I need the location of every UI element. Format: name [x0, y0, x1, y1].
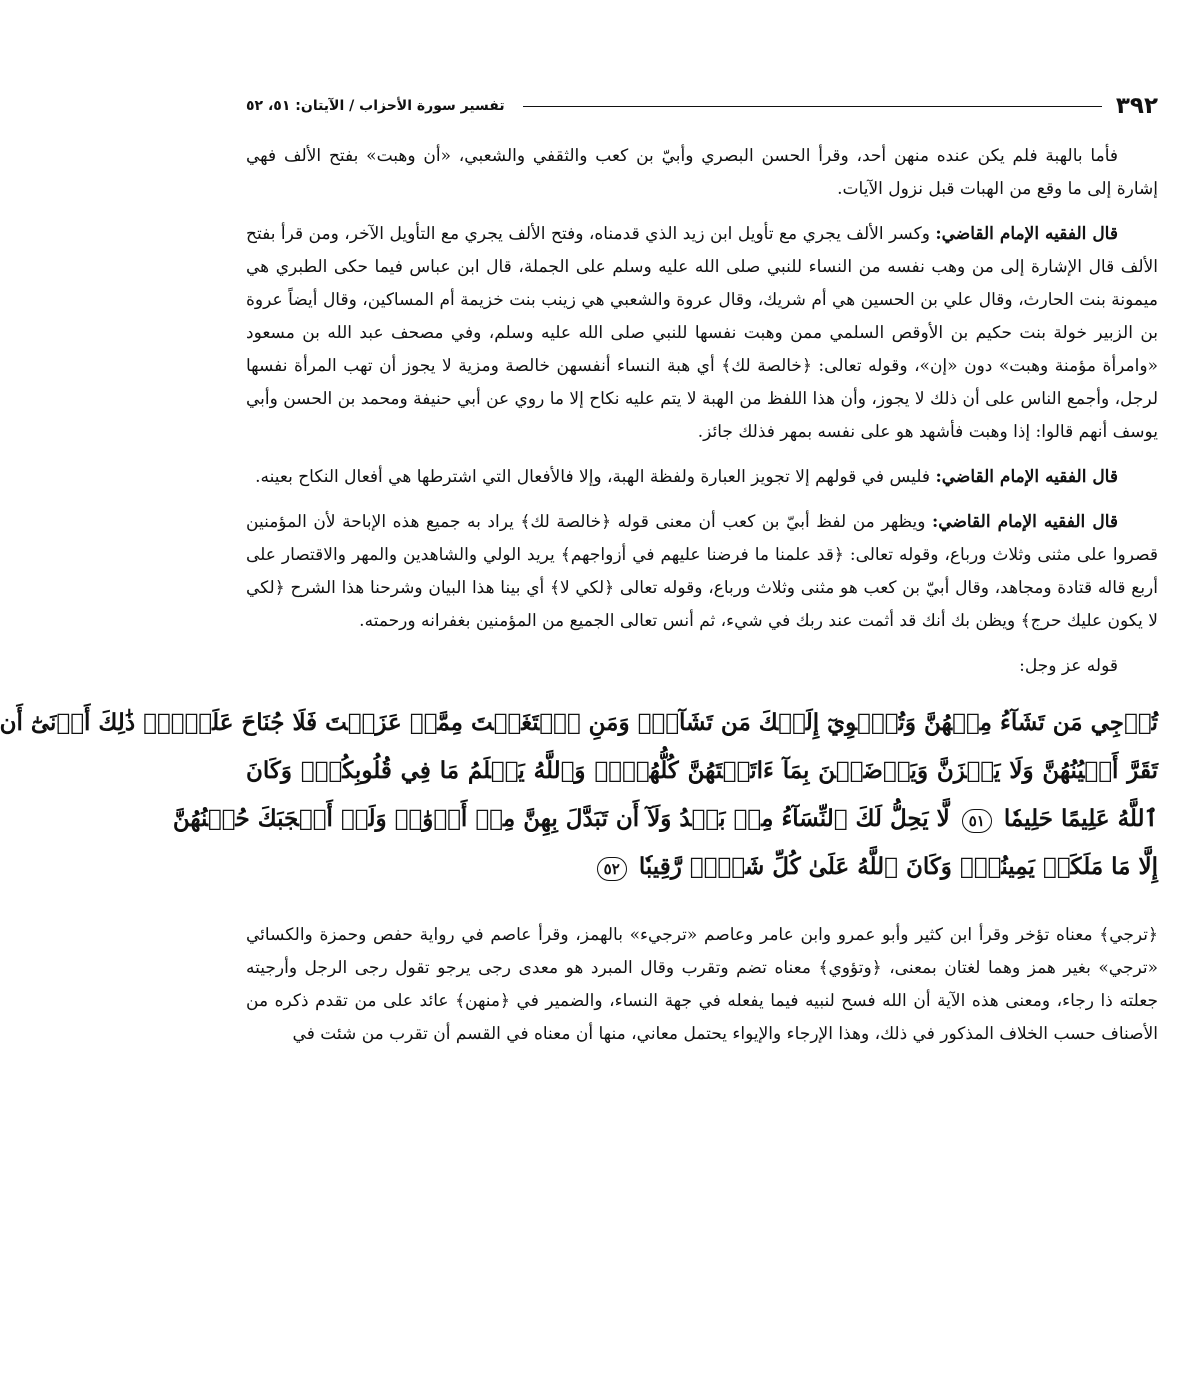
paragraph-1: فأما بالهبة فلم يكن عنده منهن أحد، وقرأ الحسن البصري وأبيّ بن كعب والثقفي والشعبي، «أن وهبت» بفتح الألف فهي إشارة إلى ما وقع من الهبات قبل نزول الآيات.	[246, 146, 1158, 199]
quran-verse-block	[0, 689, 1158, 897]
paragraph-text: وكسر الألف يجري مع تأويل ابن زيد الذي قدمناه، وفتح الألف يجري مع التأويل الآخر، ومن قرأ بفتح الألف قال الإشارة إلى من وهب نفسه من النساء للنبي صلى الله عليه وسلم على الجملة، قال ابن عباس فيما حكى الطبري هي ميمونة بنت الحارث، وقال علي بن الحسين هي أم شريك، وقال عروة والشعبي هي زينب بنت خزيمة أم المساكين، وقال أيضاً عروة بن الزبير خولة بنت حكيم بن الأوقص السلمي ممن وهبت نفسها للنبي صلى الله عليه وسلم، وفي مصحف عبد الله بن مسعود «وامرأة مؤمنة وهبت» دون «إن»، وقوله تعالى: ﴿خالصة لك﴾ أي هبة النساء أنفسهن خالصة ومزية لا يجوز أن تهب المرأة نفسها لرجل، وأجمع الناس على أن ذلك لا يجوز، وأن هذا اللفظ من الهبة لا يتم عليه نكاح إلا ما روي عن أبي حنيفة ومحمد بن الحسن وأبي يوسف أنهم قالوا: إذا وهبت فأشهد هو على نفسه بمهر فذلك جائز.	[246, 224, 1158, 442]
paragraph-text: فليس في قولهم إلا تجويز العبارة ولفظة الهبة، وإلا فالأفعال التي اشترطها هي أفعال النكاح بعينه.	[255, 467, 931, 487]
page-header	[246, 88, 1158, 124]
page-body	[0, 140, 1158, 1051]
aya-number-marker: ٥٢	[597, 857, 627, 881]
page-number: ٣٩٢	[1115, 93, 1158, 119]
book-page	[0, 88, 1158, 1383]
quran-line: تُرۡجِي مَن تَشَآءُ مِنۡهُنَّ وَتُـٔۡوِيٓ إِلَيۡكَ مَن تَشَآءُۖ وَمَنِ ٱبۡتَغَيۡتَ مِمَّنۡ عَزَلۡتَ فَلَا جُنَاحَ عَلَيۡكَۚ ذَٰلِكَ أَدۡنَىٰٓ أَن	[0, 709, 1158, 736]
quran-text: لَّا يَحِلُّ لَكَ ٱلنِّسَآءُ مِنۢ بَعۡدُ وَلَآ أَن تَبَدَّلَ بِهِنَّ مِنۡ أَزۡوَٰجٖ وَلَوۡ أَعۡجَبَكَ حُسۡنُهُنَّ	[172, 805, 950, 832]
paragraph-text: ويظهر من لفظ أبيّ بن كعب أن معنى قوله ﴿خالصة لك﴾ يراد به جميع هذه الإباحة لأن المؤمنين قصروا على مثنى وثلاث ورباع، وقوله تعالى: ﴿قد علمنا ما فرضنا عليهم في أزواجهم﴾ يريد الولي والشاهدين والمهر والاقتصار على أربع قاله قتادة ومجاهد، وقال أبيّ بن كعب هو مثنى وثلاث ورباع، وقوله تعالى ﴿لكي لا﴾ أي بينا هذا البيان وشرحنا هذا الشرح ﴿لكي لا يكون عليك حرج﴾ ويظن بك أنك قد أثمت عند ربك في شيء، ثم أنس تعالى الجميع من المؤمنين بغفرانه ورحمته.	[246, 512, 1158, 631]
speaker-label: قال الفقيه الإمام القاضي:	[935, 467, 1118, 487]
aya-number-marker: ٥١	[962, 809, 992, 833]
verse-intro: قوله عز وجل:	[1019, 656, 1118, 676]
paragraph-5: ﴿ترجي﴾ معناه تؤخر وقرأ ابن كثير وأبو عمرو وابن عامر وعاصم «ترجيء» بالهمز، وقرأ عاصم في رواية حفص وحمزة والكسائي «ترجي» بغير همز وهما لغتان بمعنى، ﴿وتؤوي﴾ معناه تضم وتقرب وقال المبرد هو معدى رجى يرجو تقول رجى الرجل وأرجيته جعلته ذا رجاء، ومعنى هذه الآية أن الله فسح لنبيه فيما يفعله في جهة النساء، والضمير في ﴿منهن﴾ عائد على من تقدم ذكره من الأصناف حسب الخلاف المذكور في ذلك، وهذا الإرجاء والإيواء يحتمل معاني، منها أن معناه في القسم أن تقرب من شئت في	[246, 925, 1158, 1044]
running-title: تفسير سورة الأحزاب / الآيتان: ٥١، ٥٢	[246, 98, 505, 114]
quran-text: إِلَّا مَا مَلَكَتۡ يَمِينُكَۗ وَكَانَ ٱللَّهُ عَلَىٰ كُلِّ شَيۡءٖ رَّقِيبٗا	[638, 853, 1158, 880]
paragraph-2	[246, 218, 1158, 449]
speaker-label: قال الفقيه الإمام القاضي:	[932, 512, 1118, 532]
speaker-label: قال الفقيه الإمام القاضي:	[935, 224, 1118, 244]
quran-line	[246, 843, 1158, 891]
paragraph-4	[246, 506, 1158, 638]
header-rule	[523, 106, 1102, 107]
quran-line: تَقَرَّ أَعۡيُنُهُنَّ وَلَا يَحۡزَنَّ وَيَرۡضَيۡنَ بِمَآ ءَاتَيۡتَهُنَّ كُلُّهُنَّۚ وَٱللَّهُ يَعۡلَمُ مَا فِي قُلُوبِكُمۡۚ وَكَانَ	[246, 757, 1158, 784]
paragraph-3	[246, 461, 1158, 494]
quran-text: ٱللَّهُ عَلِيمًا حَلِيمٗا	[1003, 805, 1158, 832]
quran-line	[172, 795, 1158, 843]
